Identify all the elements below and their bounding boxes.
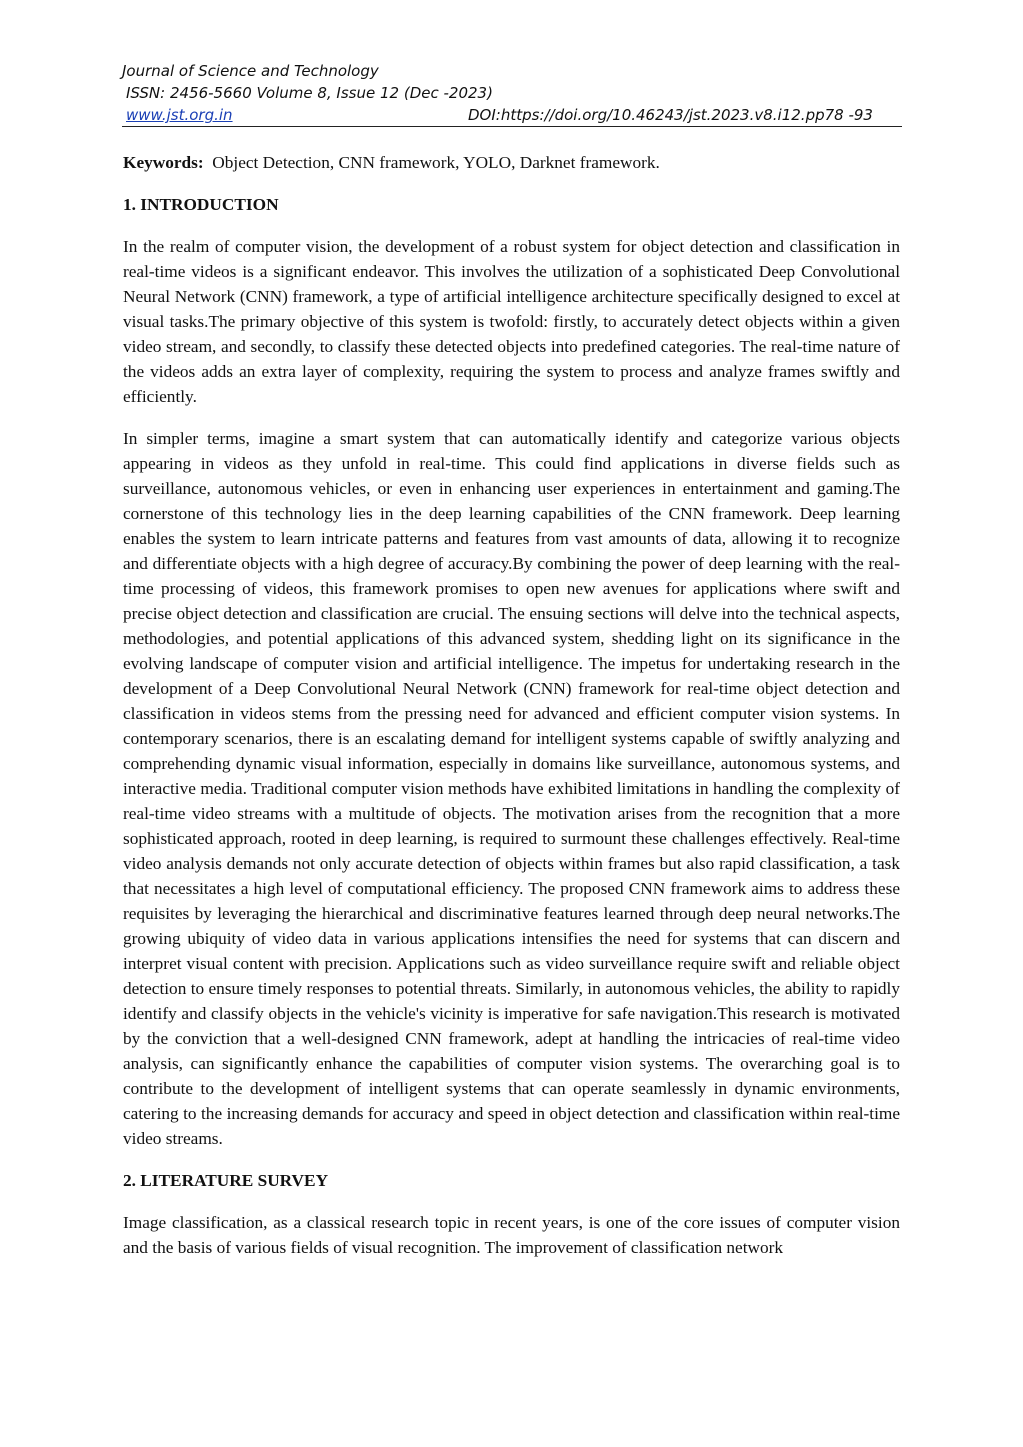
running-header	[122, 60, 902, 127]
journal-title: Journal of Science and Technology	[122, 62, 379, 80]
section-heading-introduction: 1. INTRODUCTION	[123, 195, 279, 214]
issn-volume-line: ISSN: 2456-5660 Volume 8, Issue 12 (Dec -2023)	[126, 84, 493, 102]
literature-survey-paragraph-1: Image classification, as a classical research topic in recent years, is one of the core issues of computer vision and the basis of various fields of visual recognition. The improvement of classification network	[123, 1213, 900, 1257]
keywords-line	[123, 150, 900, 175]
doi-text: DOI:https://doi.org/10.46243/jst.2023.v8.i12.pp78 -93	[468, 106, 873, 124]
header-rule-line	[122, 104, 902, 127]
section-heading-literature-survey: 2. LITERATURE SURVEY	[123, 1171, 329, 1190]
keywords-text: Object Detection, CNN framework, YOLO, Darknet framework.	[212, 153, 660, 172]
keywords-label: Keywords:	[123, 153, 204, 172]
introduction-paragraph-1: In the realm of computer vision, the development of a robust system for object detection and classification in real-time videos is a significant endeavor. This involves the utilization of a sophisticated Deep Convolutional Neural Network (CNN) framework, a type of artificial intelligence architecture specifically designed to excel at visual tasks.The primary objective of this system is twofold: firstly, to accurately detect objects within a given video stream, and secondly, to classify these detected objects into predefined categories. The real-time nature of the videos adds an extra layer of complexity, requiring the system to process and analyze frames swiftly and efficiently.	[123, 237, 900, 406]
journal-website-link[interactable]: www.jst.org.in	[126, 106, 233, 124]
article-body	[123, 150, 900, 1277]
introduction-paragraph-2: In simpler terms, imagine a smart system that can automatically identify and categorize various objects appearing in videos as they unfold in real-time. This could find applications in diverse fields such as surveillance, autonomous vehicles, or even in enhancing user experiences in entertainment and gaming.The cornerstone of this technology lies in the deep learning capabilities of the CNN framework. Deep learning enables the system to learn intricate patterns and features from vast amounts of data, allowing it to recognize and differentiate objects with a high degree of accuracy.By combining the power of deep learning with the real-time processing of videos, this framework promises to open new avenues for applications where swift and precise object detection and classification are crucial. The ensuing sections will delve into the technical aspects, methodologies, and potential applications of this advanced system, shedding light on its significance in the evolving landscape of computer vision and artificial intelligence. The impetus for undertaking research in the development of a Deep Convolutional Neural Network (CNN) framework for real-time object detection and classification in videos stems from the pressing need for advanced and efficient computer vision systems. In contemporary scenarios, there is an escalating demand for intelligent systems capable of swiftly analyzing and comprehending dynamic visual information, especially in domains like surveillance, autonomous systems, and interactive media. Traditional computer vision methods have exhibited limitations in handling the complexity of real-time video streams with a multitude of objects. The motivation arises from the recognition that a more sophisticated approach, rooted in deep learning, is required to surmount these challenges effectively. Real-time video analysis demands not only accurate detection of objects within frames but also rapid classification, a task that necessitates a high level of computational efficiency. The proposed CNN framework aims to address these requisites by leveraging the hierarchical and discriminative features learned through deep neural networks.The growing ubiquity of video data in various applications intensifies the need for systems that can discern and interpret visual content with precision. Applications such as video surveillance require swift and reliable object detection to ensure timely responses to potential threats. Similarly, in autonomous vehicles, the ability to rapidly identify and classify objects in the vehicle's vicinity is imperative for safe navigation.This research is motivated by the conviction that a well-designed CNN framework, adept at handling the intricacies of real-time video analysis, can significantly enhance the capabilities of computer vision systems. The overarching goal is to contribute to the development of intelligent systems that can operate seamlessly in dynamic environments, catering to the increasing demands for accuracy and speed in object detection and classification within real-time video streams.	[123, 429, 900, 1148]
